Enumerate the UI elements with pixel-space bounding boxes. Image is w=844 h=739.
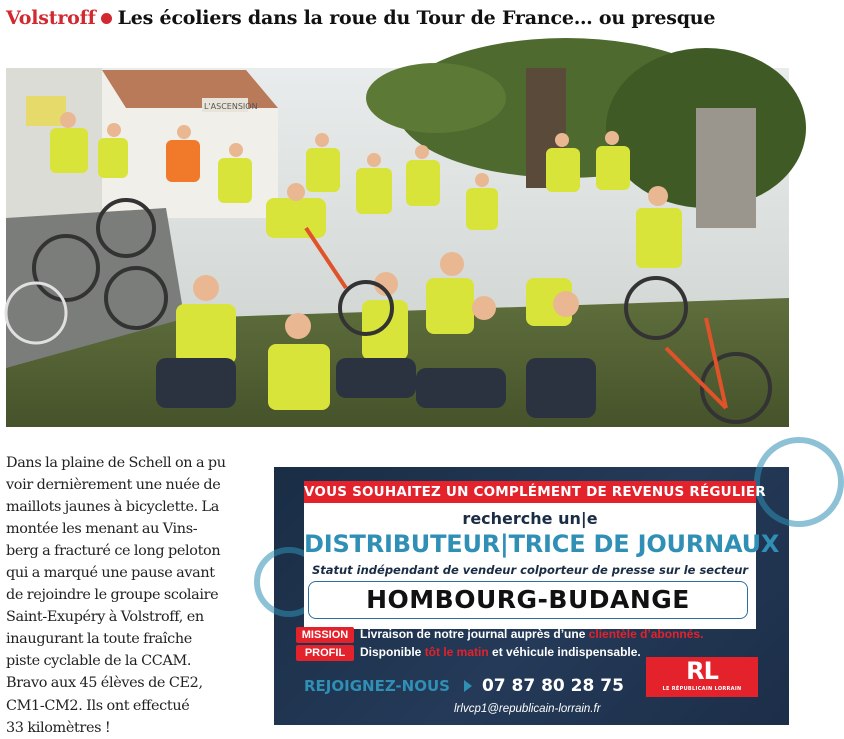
logo-subtext: LE RÉPUBLICAIN LORRAIN	[662, 686, 742, 692]
red-bullet-icon	[101, 13, 112, 24]
ad-white-panel	[304, 503, 780, 629]
job-advertisement	[274, 467, 789, 725]
article-body	[6, 452, 268, 739]
article-line: voir dernièrement une nuée de	[6, 477, 221, 494]
ad-statut: Statut indépendant de vendeur colporteur de presse sur le secteur	[311, 563, 749, 577]
profil-highlight: tôt le matin	[424, 645, 489, 659]
article-line: de rejoindre le groupe scolaire	[6, 587, 219, 604]
article-line: maillots jaunes à bicyclette. La	[6, 499, 219, 516]
ad-mission-row	[296, 626, 703, 642]
article-line: Bravo aux 45 élèves de CE2,	[6, 675, 203, 692]
mission-tag: MISSION	[296, 627, 354, 643]
ad-job-title: DISTRIBUTEUR|TRICE DE JOURNAUX	[304, 530, 780, 558]
decorative-ring-icon	[754, 437, 844, 527]
logo-text: RL	[686, 657, 718, 685]
ad-profil-row	[296, 644, 641, 660]
article-line: berg a fracturé ce long peloton	[6, 543, 221, 560]
headline-kicker: Volstroff	[6, 7, 96, 29]
ad-city: HOMBOURG-BUDANGE	[308, 581, 748, 619]
article-line: Saint-Exupéry à Volstroff, en	[6, 609, 204, 626]
phone-number[interactable]: 07 87 80 28 75	[481, 676, 624, 696]
rl-logo	[646, 657, 758, 697]
profil-tag: PROFIL	[296, 645, 354, 661]
mission-highlight: clientèle d’abonnés.	[588, 627, 704, 641]
article-line: 33 kilomètres !	[6, 719, 111, 736]
ad-contact	[304, 675, 654, 697]
article-line: qui a marqué une pause avant	[6, 565, 215, 582]
photo-illustration	[6, 68, 789, 427]
mission-text: Livraison de notre journal auprès d’une	[360, 627, 586, 641]
article-line: Dans la plaine de Schell on a pu	[6, 455, 226, 471]
article-line: CM1-CM2. Ils ont effectué	[6, 697, 190, 714]
email-address[interactable]: lrlvcp1@republicain-lorrain.fr	[454, 703, 601, 715]
article-line: montée les menant au Vins-	[6, 521, 198, 538]
profil-text-b: et véhicule indispensable.	[492, 645, 641, 659]
arrow-right-icon	[464, 680, 472, 692]
profil-text-a: Disponible	[360, 645, 422, 659]
ad-recherche: recherche un|e	[462, 509, 598, 528]
group-photo	[6, 68, 789, 427]
article-line: piste cyclable de la CCAM.	[6, 653, 192, 670]
headline-title: Les écoliers dans la roue du Tour de France… ou presque	[117, 7, 716, 29]
building-sign: L'ASCENSION	[204, 102, 258, 111]
ad-top-banner: VOUS SOUHAITEZ UN COMPLÉMENT DE REVENUS RÉGULIER	[304, 481, 756, 503]
article-line: inaugurant la toute fraîche	[6, 631, 192, 648]
join-label: REJOIGNEZ-NOUS	[304, 677, 450, 695]
headline	[6, 4, 786, 34]
